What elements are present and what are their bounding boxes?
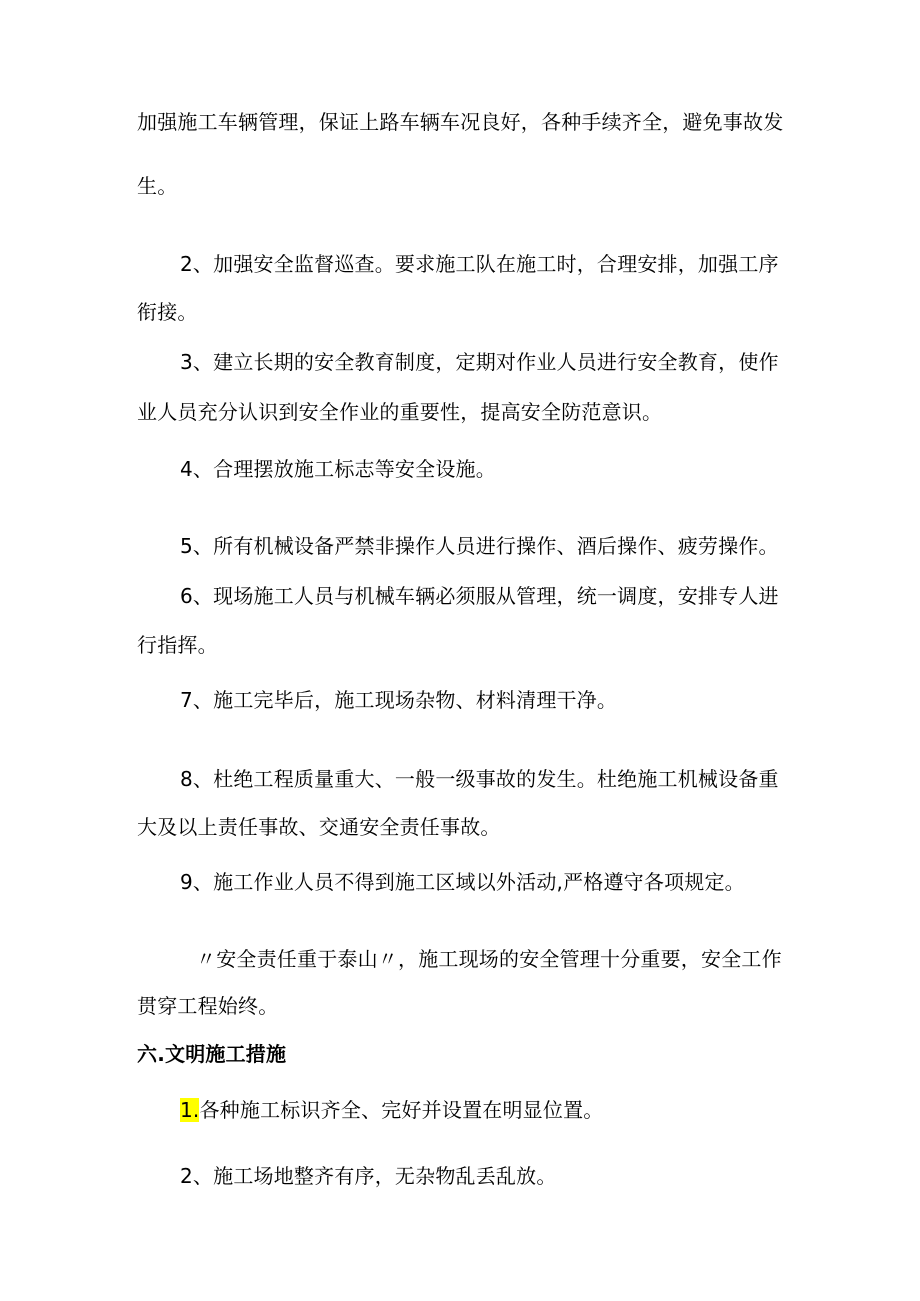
paragraph-line: 生。 <box>137 174 178 198</box>
paragraph-line: 衔接。 <box>137 300 198 324</box>
paragraph-line: 行指挥。 <box>137 633 218 657</box>
paragraph-line: 9、施工作业人员不得到施工区域以外活动,严格遵守各项规定。 <box>180 870 745 894</box>
paragraph-line: 5、所有机械设备严禁非操作人员进行操作、酒后操作、疲劳操作。 <box>180 534 779 558</box>
paragraph-line: 加强施工车辆管理，保证上路车辆车况良好，各种手续齐全，避免事故发 <box>137 110 784 134</box>
paragraph-line: 大及以上责任事故、交通安全责任事故。 <box>137 815 501 839</box>
paragraph-line: 2、加强安全监督巡查。要求施工队在施工时，合理安排，加强工序 <box>180 252 779 276</box>
paragraph-line: 7、施工完毕后，施工现场杂物、材料清理干净。 <box>180 688 618 712</box>
item-number-highlight: 1. <box>180 1098 200 1122</box>
highlighted-item <box>180 1096 603 1124</box>
paragraph-line: 业人员充分认识到安全作业的重要性，提高安全防范意识。 <box>137 400 663 424</box>
paragraph-line: 2、施工场地整齐有序，无杂物乱丢乱放。 <box>180 1164 557 1188</box>
paragraph-line: 8、杜绝工程质量重大、一般一级事故的发生。杜绝施工机械设备重 <box>180 767 779 791</box>
paragraph-line: 贯穿工程始终。 <box>137 994 279 1018</box>
item-text: 各种施工标识齐全、完好并设置在明显位置。 <box>199 1098 604 1122</box>
paragraph-line: 4、合理摆放施工标志等安全设施。 <box>180 457 496 481</box>
paragraph-line: 〃安全责任重于泰山〃，施工现场的安全管理十分重要，安全工作 <box>196 947 782 971</box>
paragraph-line: 3、建立长期的安全教育制度，定期对作业人员进行安全教育，使作 <box>180 350 779 374</box>
section-heading: 六.文明施工措施 <box>137 1042 287 1066</box>
paragraph-line: 6、现场施工人员与机械车辆必须服从管理，统一调度，安排专人进 <box>180 584 779 608</box>
